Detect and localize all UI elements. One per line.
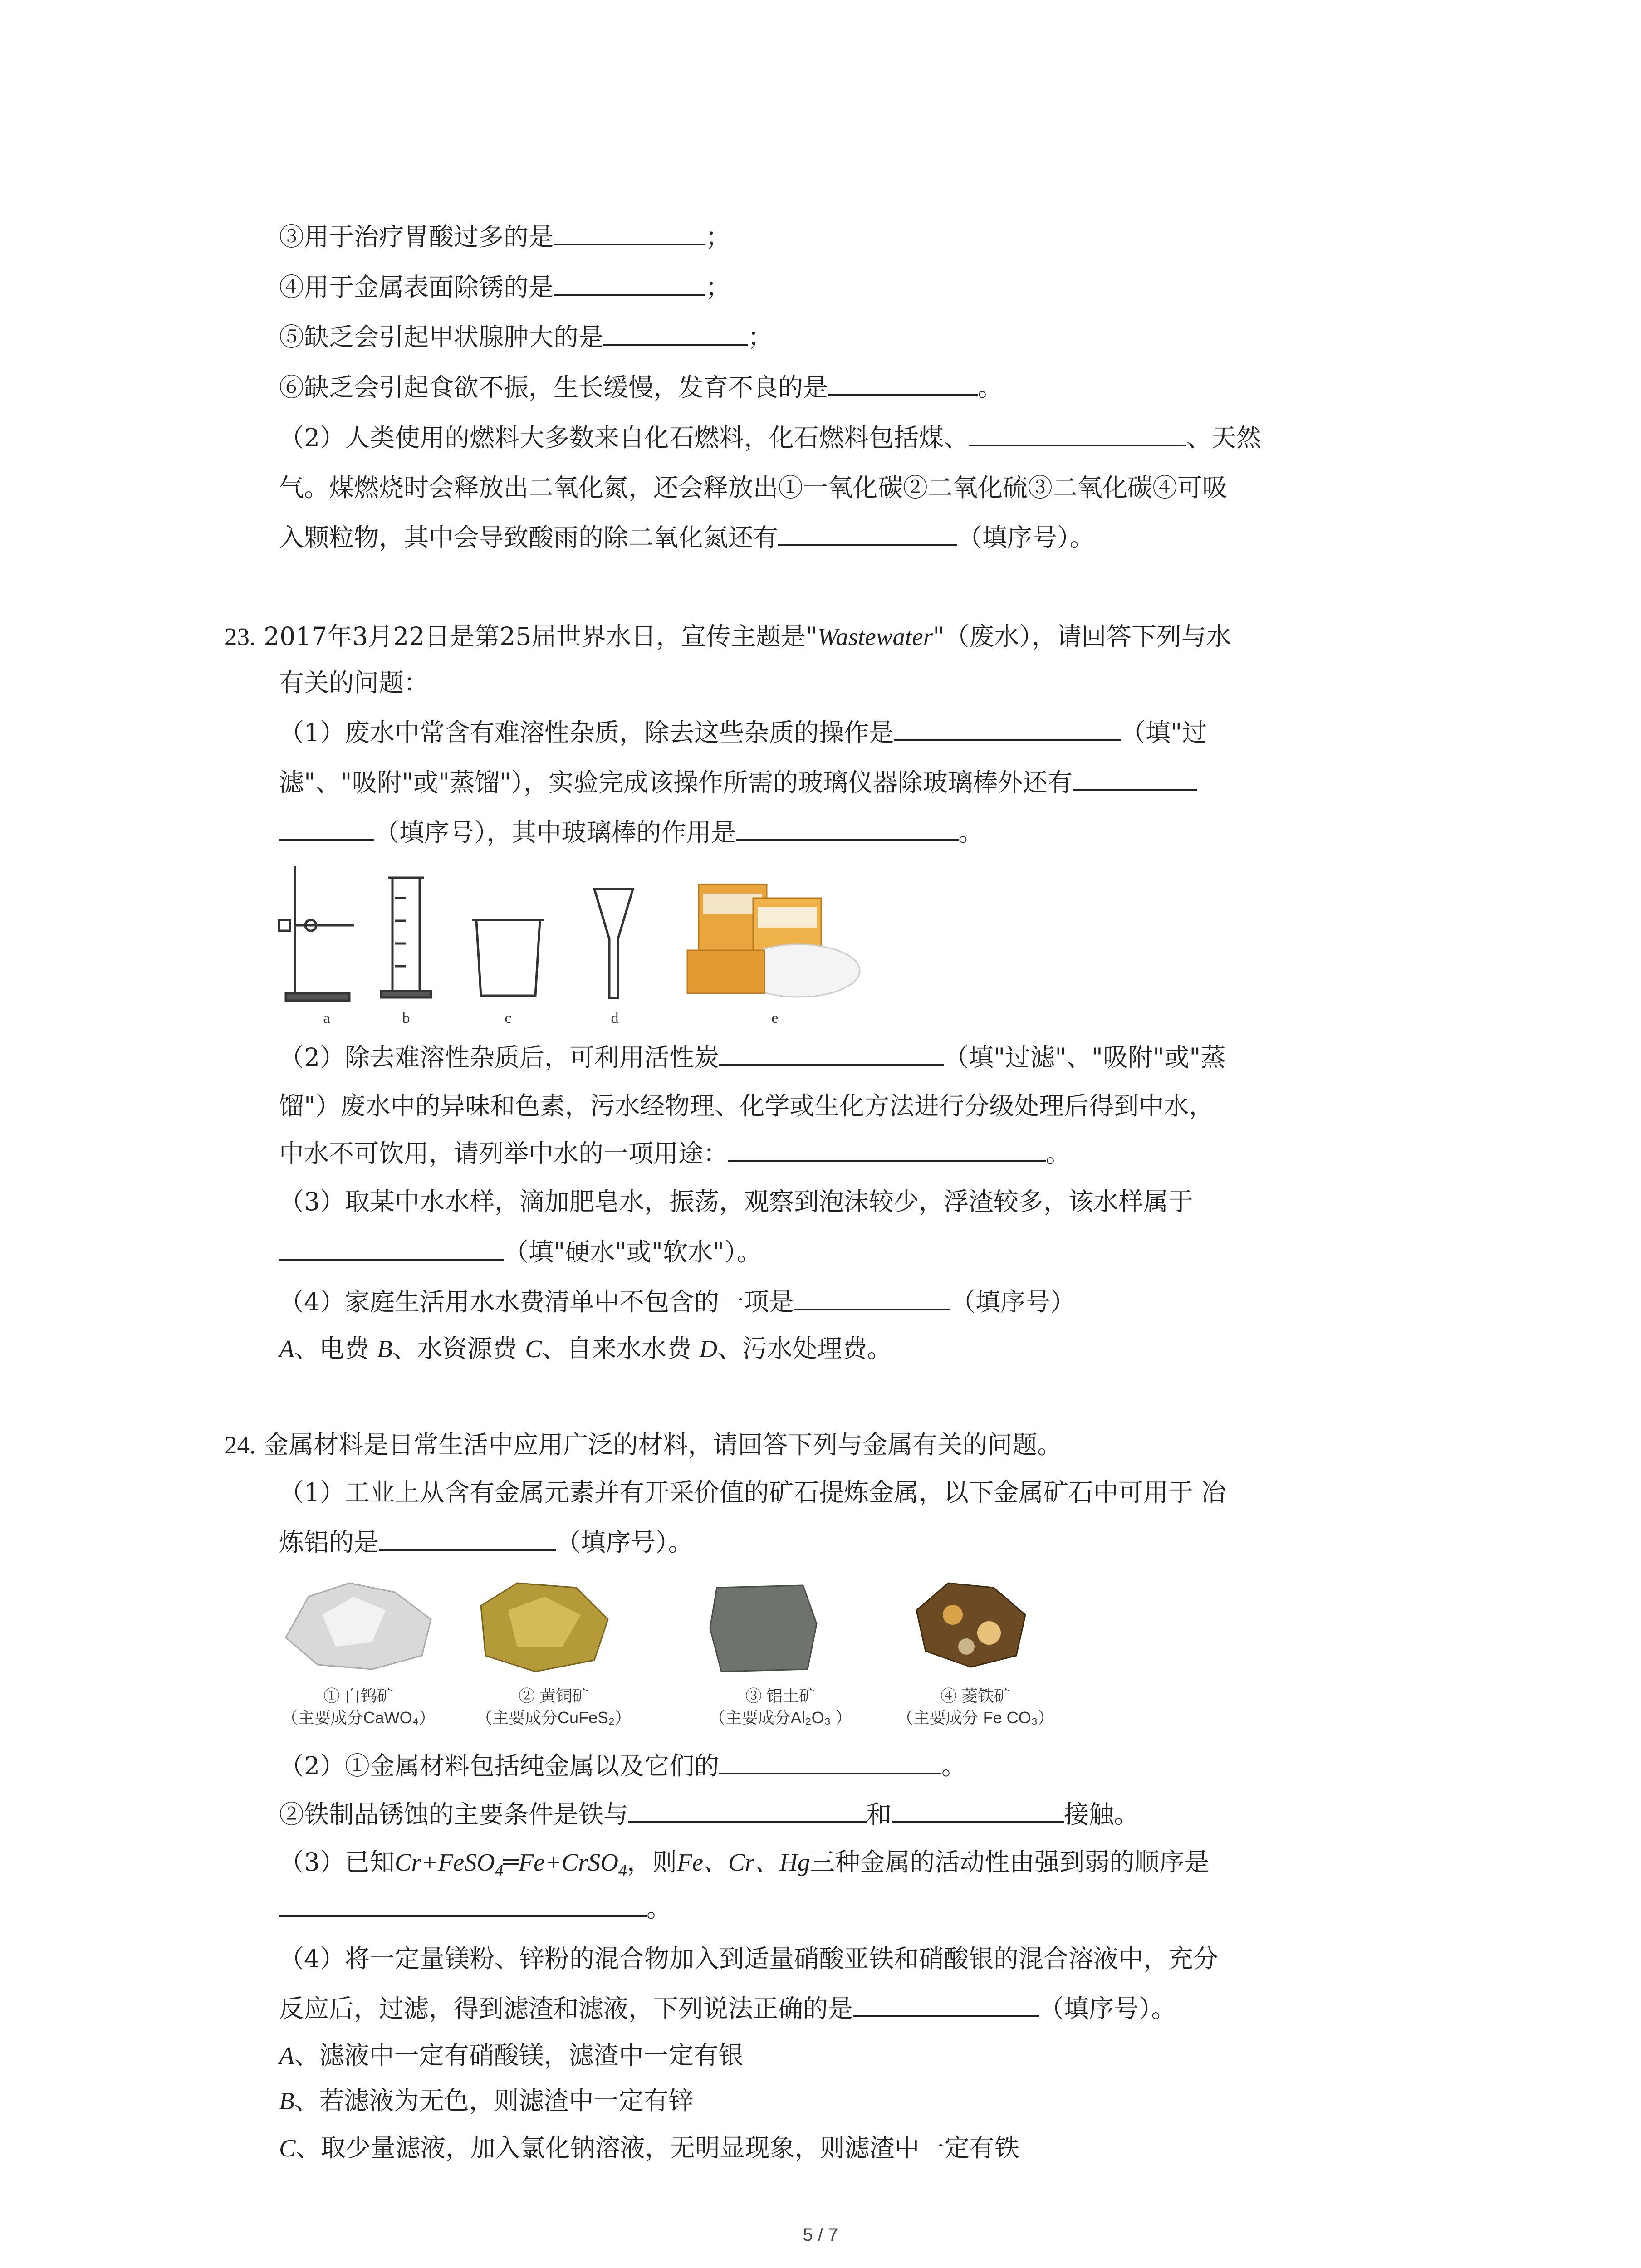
- q23-part2-line3: 中水不可饮用，请列举中水的一项用途： 。: [279, 1138, 1071, 1169]
- answer-blank[interactable]: [894, 717, 1121, 741]
- answer-blank[interactable]: [279, 1236, 504, 1261]
- answer-blank[interactable]: [719, 1041, 944, 1066]
- q24-part4-line2: 反应后，过滤，得到滤渣和滤液，下列说法正确的是 （填序号）。: [279, 1993, 1176, 2024]
- q24-option-a: A、滤液中一定有硝酸镁，滤渣中一定有银: [279, 2041, 744, 2070]
- answer-blank[interactable]: [554, 221, 705, 245]
- answer-blank[interactable]: [794, 1286, 950, 1310]
- mineral-caption-2: ② 黄铜矿 （主要成分CuFeS₂）: [475, 1686, 632, 1727]
- mineral-caption-3: ③ 铝土矿 （主要成分Al₂O₃ ）: [709, 1686, 852, 1727]
- equip-label-c: c: [505, 1010, 512, 1026]
- answer-blank[interactable]: [853, 1993, 1039, 2017]
- filter-paper-image: [687, 885, 860, 997]
- q23-part4-options: A、电费 B、水资源费 C、自来水水费 D、污水处理费。: [279, 1334, 892, 1363]
- equip-label-e: e: [771, 1010, 779, 1026]
- scheelite-image: [286, 1583, 431, 1669]
- siderite-image: [916, 1583, 1025, 1667]
- q23-stem: 23. 2017年3月22日是第25届世界水日，宣传主题是"Wastewater"（废水），请回答下列与水: [225, 622, 1231, 651]
- equip-label-a: a: [323, 1010, 330, 1026]
- q24-part1-line2: 炼铝的是 （填序号）。: [279, 1526, 693, 1558]
- equip-label-d: d: [611, 1010, 619, 1026]
- answer-blank[interactable]: [728, 1138, 1046, 1162]
- equip-label-b: b: [402, 1010, 410, 1026]
- answer-blank[interactable]: [892, 1799, 1064, 1823]
- page-number: 5 / 7: [803, 2225, 838, 2245]
- q23-part4-line1: （4）家庭生活用水水费清单中不包含的一项是 （填序号）: [279, 1286, 1075, 1318]
- bauxite-image: [710, 1585, 817, 1672]
- q24-part2-line1: （2）①金属材料包括纯金属以及它们的 。: [279, 1750, 966, 1782]
- mineral-caption-4: ④ 菱铁矿 （主要成分 Fe CO₃）: [896, 1686, 1054, 1727]
- q23-part3-line1: （3）取某中水水样，滴加肥皂水，振荡，观察到泡沫较少，浮渣较多，该水样属于: [279, 1187, 1193, 1216]
- q22-item6: ⑥缺乏会引起食欲不振，生长缓慢，发育不良的是 。: [279, 371, 1003, 403]
- q24-part1-line1: （1）工业上从含有金属元素并有开采价值的矿石提炼金属，以下金属矿石中可用于 冶: [279, 1478, 1226, 1507]
- q22-item4: ④用于金属表面除锈的是 ；: [279, 271, 730, 303]
- q23-part1-line3: （填序号），其中玻璃棒的作用是 。: [279, 816, 984, 848]
- q24-part3-line1: （3）已知Cr+FeSO$_4$═Fe+CrSO$_4$，则Fe、Cr、Hg三种金属的活动性由强到弱的顺序是: [279, 1848, 1210, 1880]
- answer-blank[interactable]: [279, 816, 374, 841]
- answer-blank[interactable]: [778, 522, 957, 546]
- mineral-caption-1: ① 白钨矿 （主要成分CaWO₄）: [281, 1686, 436, 1727]
- q24-option-c: C、取少量滤液，加入氯化钠溶液，无明显现象，则滤渣中一定有铁: [279, 2133, 1019, 2162]
- answer-blank[interactable]: [279, 1892, 647, 1917]
- answer-blank[interactable]: [736, 816, 959, 841]
- minerals-figure: [281, 1569, 1053, 1687]
- funnel-image: [594, 889, 633, 998]
- equipment-figure: [277, 857, 912, 1030]
- q24-part2-line2: ②铁制品锈蚀的主要条件是铁与 和 接触。: [279, 1799, 1139, 1830]
- answer-blank[interactable]: [719, 1750, 941, 1774]
- answer-blank[interactable]: [554, 271, 705, 296]
- q23-stem-line2: 有关的问题：: [279, 668, 429, 697]
- q23-part2-line2: 馏"）废水中的异味和色素，污水经物理、化学或生化方法进行分级处理后得到中水，: [279, 1091, 1214, 1120]
- iron-stand-image: [279, 866, 354, 1001]
- q24-option-b: B、若滤液为无色，则滤渣中一定有锌: [279, 2086, 694, 2115]
- q24-stem: 24. 金属材料是日常生活中应用广泛的材料，请回答下列与金属有关的问题。: [225, 1430, 1063, 1459]
- q24-part3-line2: 。: [279, 1892, 671, 1924]
- answer-blank[interactable]: [628, 1799, 867, 1823]
- answer-blank[interactable]: [379, 1526, 556, 1551]
- q22-item5: ⑤缺乏会引起甲状腺肿大的是 ；: [279, 321, 773, 353]
- chalcopyrite-image: [481, 1583, 608, 1672]
- q23-part1-line1: （1）废水中常含有难溶性杂质，除去这些杂质的操作是 （填"过: [279, 717, 1207, 748]
- q23-part3-line2: （填"硬水"或"软水"）。: [279, 1236, 762, 1268]
- q24-part4-line1: （4）将一定量镁粉、锌粉的混合物加入到适量硝酸亚铁和硝酸银的混合溶液中，充分: [279, 1944, 1218, 1973]
- q22-item3: ③用于治疗胃酸过多的是 ；: [279, 221, 730, 253]
- q22-part2-line3: 入颗粒物，其中会导致酸雨的除二氧化氮还有 （填序号）。: [279, 522, 1095, 553]
- answer-blank[interactable]: [828, 371, 978, 396]
- q22-part2-line1: （2）人类使用的燃料大多数来自化石燃料，化石燃料包括煤、 、天然: [279, 422, 1261, 454]
- answer-blank[interactable]: [969, 422, 1186, 446]
- q23-part1-line2: 滤"、"吸附"或"蒸馏"），实验完成该操作所需的玻璃仪器除玻璃棒外还有: [279, 767, 1197, 798]
- answer-blank[interactable]: [603, 321, 748, 346]
- q22-part2-line2: 气。煤燃烧时会释放出二氧化氮，还会释放出①一氧化碳②二氧化硫③二氧化碳④可吸: [279, 473, 1228, 502]
- beaker-image: [472, 920, 544, 996]
- answer-blank[interactable]: [1073, 767, 1197, 791]
- q23-part2-line1: （2）除去难溶性杂质后，可利用活性炭 （填"过滤"、"吸附"或"蒸: [279, 1041, 1226, 1073]
- graduated-cylinder-image: [381, 878, 431, 997]
